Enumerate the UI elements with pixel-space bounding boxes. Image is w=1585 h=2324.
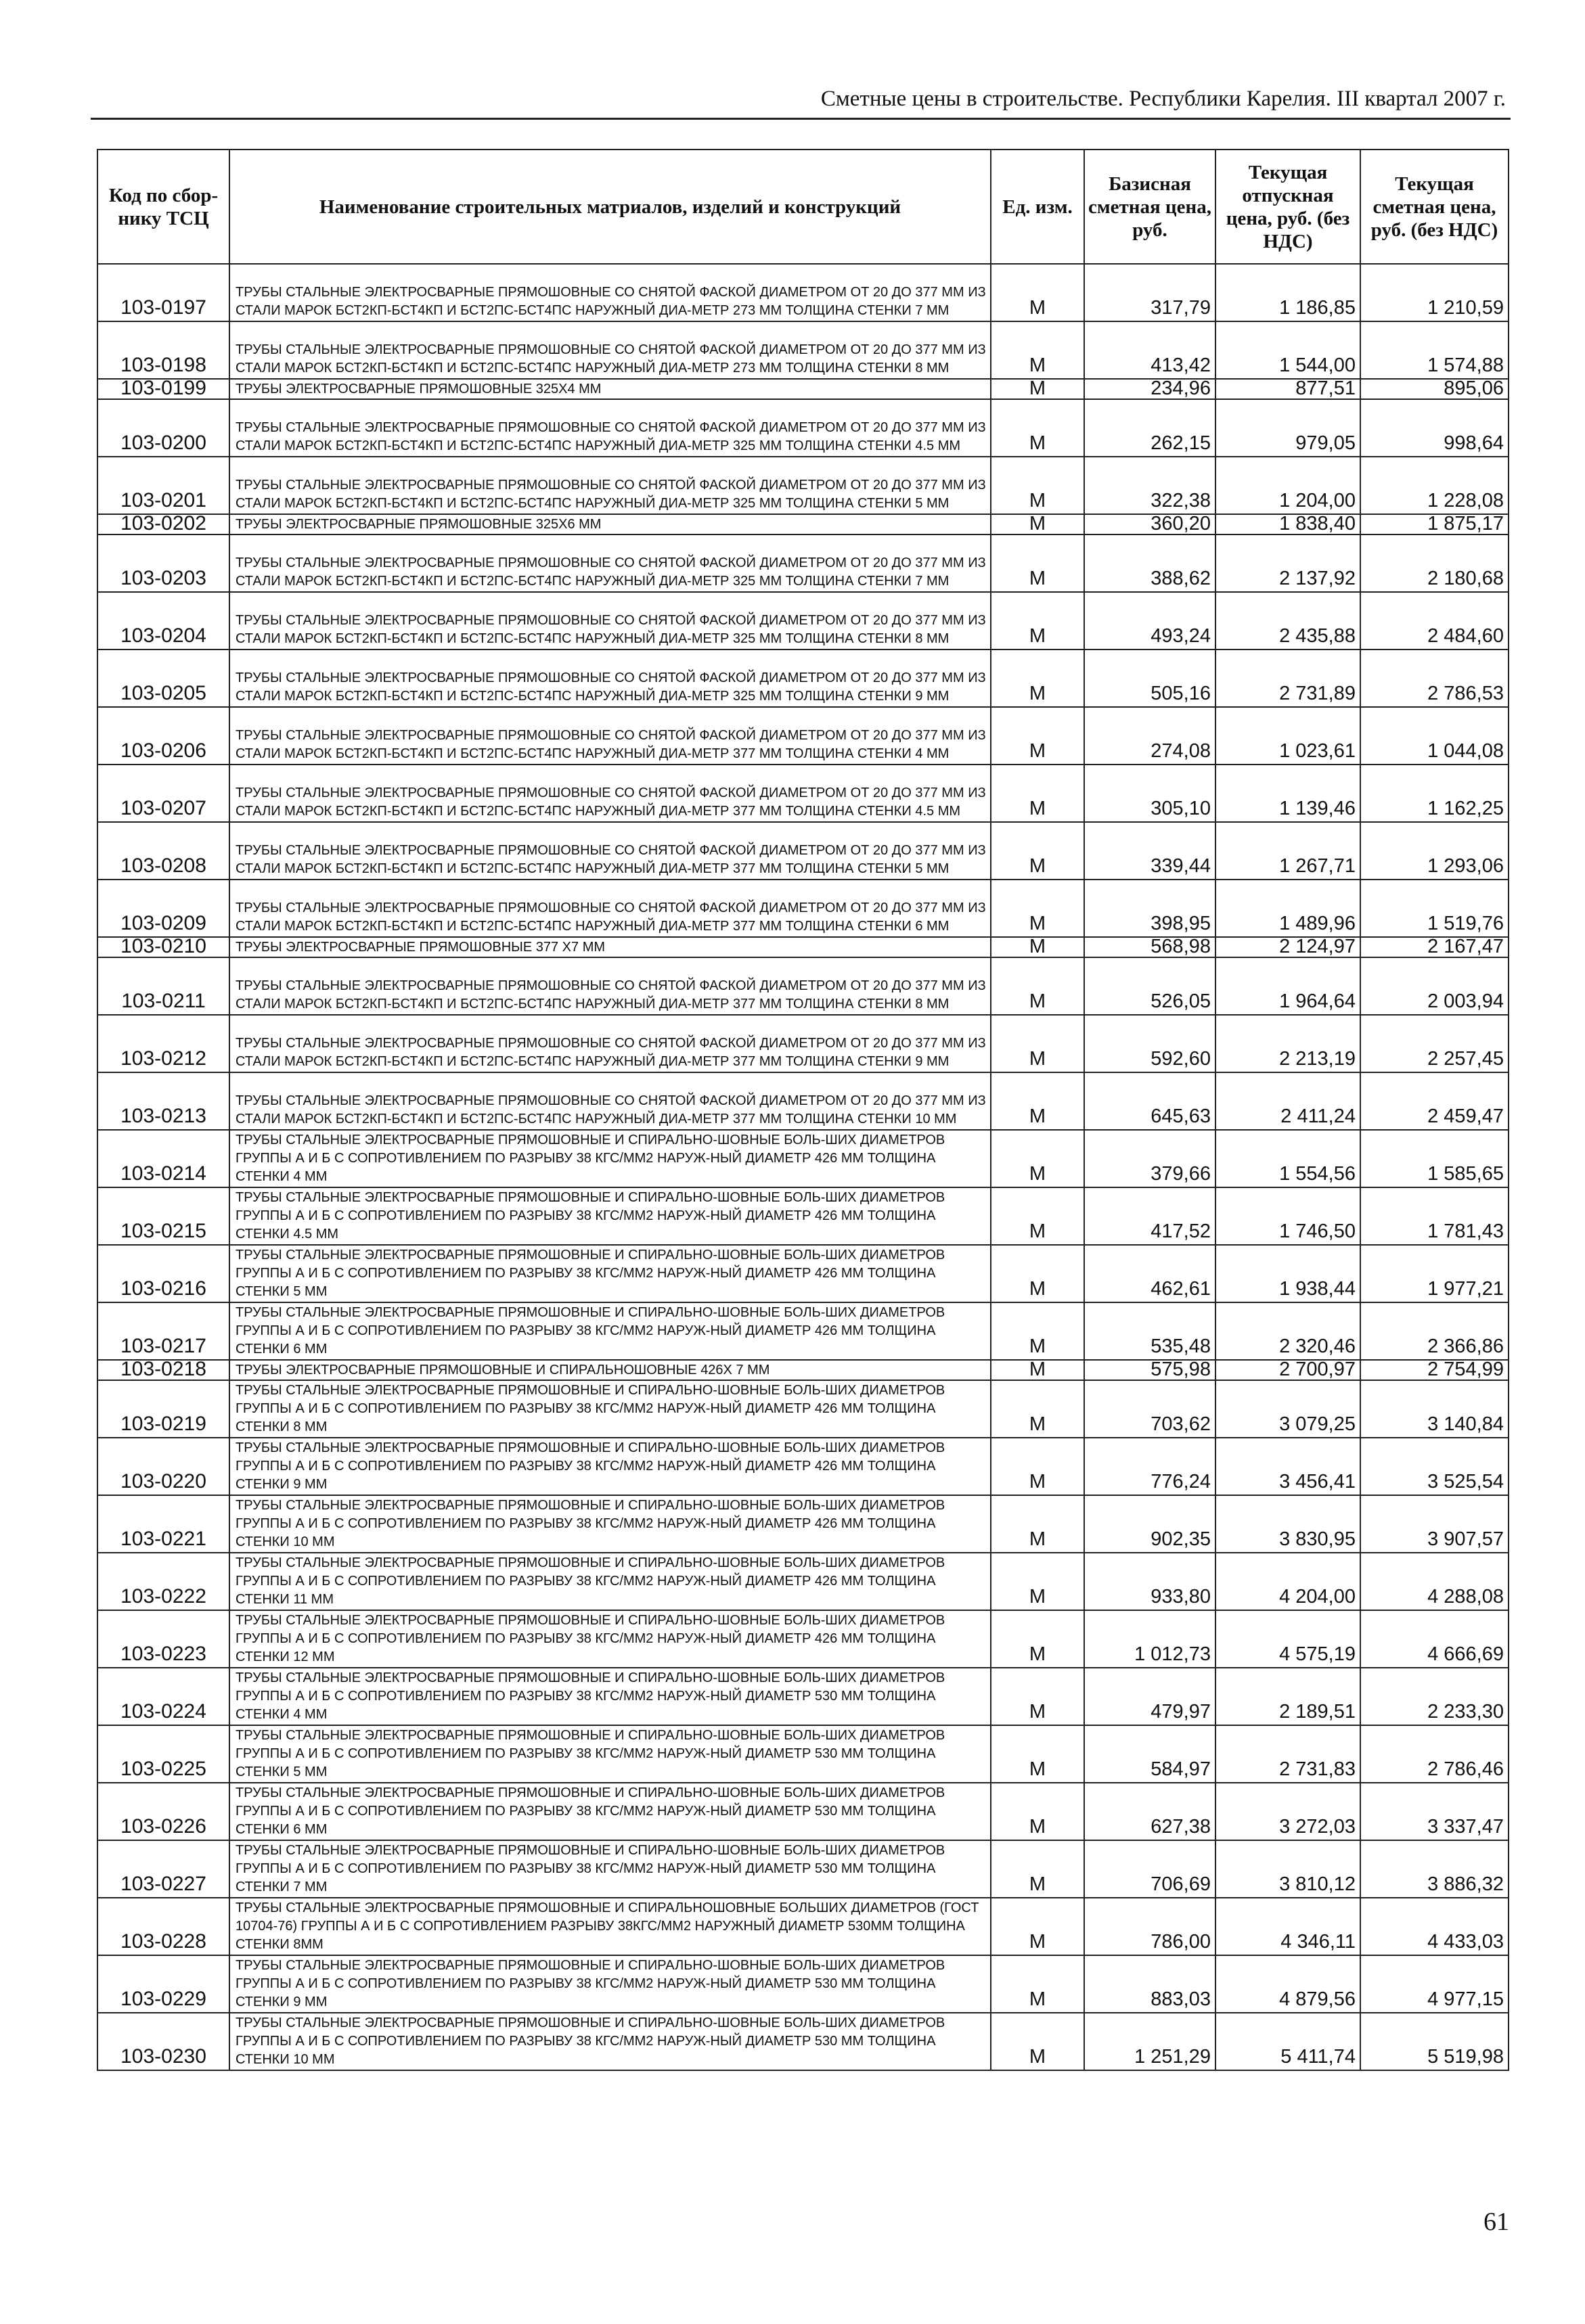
item-code: 103-0228 <box>97 1898 229 1955</box>
release-price: 1 838,40 <box>1215 514 1360 534</box>
item-name: ТРУБЫ СТАЛЬНЫЕ ЭЛЕКТРОСВАРНЫЕ ПРЯМОШОВНЫЕ СО СНЯТОЙ ФАСКОЙ ДИАМЕТРОМ ОТ 20 ДО 377 ММ ИЗ СТАЛИ МАРОК БСТ2КП-БСТ4КП И БСТ2ПС-БСТ4ПС НАРУЖНЫЙ ДИА-МЕТР 325 ММ ТОЛЩИНА СТЕНКИ 8 ММ <box>229 592 991 650</box>
item-unit: М <box>991 1245 1084 1302</box>
table-row <box>97 937 1509 957</box>
base-price: 592,60 <box>1084 1015 1215 1072</box>
estimate-price: 4 977,15 <box>1360 1955 1509 2013</box>
release-price: 2 435,88 <box>1215 592 1360 650</box>
item-code: 103-0229 <box>97 1955 229 2013</box>
estimate-price: 895,06 <box>1360 379 1509 399</box>
item-name: ТРУБЫ СТАЛЬНЫЕ ЭЛЕКТРОСВАРНЫЕ ПРЯМОШОВНЫЕ СО СНЯТОЙ ФАСКОЙ ДИАМЕТРОМ ОТ 20 ДО 377 ММ ИЗ СТАЛИ МАРОК БСТ2КП-БСТ4КП И БСТ2ПС-БСТ4ПС НАРУЖНЫЙ ДИА-МЕТР 377 ММ ТОЛЩИНА СТЕНКИ 5 ММ <box>229 822 991 880</box>
base-price: 360,20 <box>1084 514 1215 534</box>
item-unit: М <box>991 1610 1084 1668</box>
item-name: ТРУБЫ СТАЛЬНЫЕ ЭЛЕКТРОСВАРНЫЕ ПРЯМОШОВНЫЕ И СПИРАЛЬНОШОВНЫЕ БОЛЬШИХ ДИАМЕТРОВ (ГОСТ 10704-76) ГРУППЫ А И Б С СОПРОТИВЛЕНИЕМ РАЗРЫВУ 38КГС/ММ2 НАРУЖНЫЙ ДИАМЕТР 530ММ ТОЛЩИНА СТЕНКИ 8ММ <box>229 1898 991 1955</box>
estimate-price: 1 293,06 <box>1360 822 1509 880</box>
base-price: 398,95 <box>1084 880 1215 937</box>
base-price: 902,35 <box>1084 1495 1215 1553</box>
item-name: ТРУБЫ СТАЛЬНЫЕ ЭЛЕКТРОСВАРНЫЕ ПРЯМОШОВНЫЕ И СПИРАЛЬНО-ШОВНЫЕ БОЛЬ-ШИХ ДИАМЕТРОВ ГРУППЫ А И Б С СОПРОТИВЛЕНИЕМ ПО РАЗРЫВУ 38 КГС/ММ2 НАРУЖ-НЫЙ ДИАМЕТР 530 ММ ТОЛЩИНА СТЕНКИ 4 ММ <box>229 1668 991 1725</box>
item-unit: М <box>991 457 1084 514</box>
estimate-price: 3 886,32 <box>1360 1840 1509 1898</box>
column-header-name: Наименование строительных матриалов, изделий и конструкций <box>229 150 991 264</box>
item-code: 103-0211 <box>97 957 229 1015</box>
item-name: ТРУБЫ ЭЛЕКТРОСВАРНЫЕ ПРЯМОШОВНЫЕ 325Х6 ММ <box>229 514 991 534</box>
table-row <box>97 1302 1509 1360</box>
table-row <box>97 534 1509 592</box>
base-price: 413,42 <box>1084 321 1215 379</box>
table-row <box>97 1360 1509 1380</box>
release-price: 5 411,74 <box>1215 2013 1360 2070</box>
item-name: ТРУБЫ СТАЛЬНЫЕ ЭЛЕКТРОСВАРНЫЕ ПРЯМОШОВНЫЕ И СПИРАЛЬНО-ШОВНЫЕ БОЛЬ-ШИХ ДИАМЕТРОВ ГРУППЫ А И Б С СОПРОТИВЛЕНИЕМ ПО РАЗРЫВУ 38 КГС/ММ2 НАРУЖ-НЫЙ ДИАМЕТР 530 ММ ТОЛЩИНА СТЕНКИ 9 ММ <box>229 1955 991 2013</box>
release-price: 3 272,03 <box>1215 1783 1360 1840</box>
table-row <box>97 650 1509 707</box>
item-unit: М <box>991 534 1084 592</box>
release-price: 4 346,11 <box>1215 1898 1360 1955</box>
item-unit: М <box>991 264 1084 321</box>
release-price: 2 731,83 <box>1215 1725 1360 1783</box>
estimate-price: 4 433,03 <box>1360 1898 1509 1955</box>
item-name: ТРУБЫ СТАЛЬНЫЕ ЭЛЕКТРОСВАРНЫЕ ПРЯМОШОВНЫЕ И СПИРАЛЬНО-ШОВНЫЕ БОЛЬ-ШИХ ДИАМЕТРОВ ГРУППЫ А И Б С СОПРОТИВЛЕНИЕМ ПО РАЗРЫВУ 38 КГС/ММ2 НАРУЖ-НЫЙ ДИАМЕТР 426 ММ ТОЛЩИНА СТЕНКИ 4 ММ <box>229 1130 991 1187</box>
table-row <box>97 1245 1509 1302</box>
table-row <box>97 880 1509 937</box>
item-name: ТРУБЫ СТАЛЬНЫЕ ЭЛЕКТРОСВАРНЫЕ ПРЯМОШОВНЫЕ И СПИРАЛЬНО-ШОВНЫЕ БОЛЬ-ШИХ ДИАМЕТРОВ ГРУППЫ А И Б С СОПРОТИВЛЕНИЕМ ПО РАЗРЫВУ 38 КГС/ММ2 НАРУЖ-НЫЙ ДИАМЕТР 426 ММ ТОЛЩИНА СТЕНКИ 11 ММ <box>229 1553 991 1610</box>
table-row <box>97 1187 1509 1245</box>
item-name: ТРУБЫ СТАЛЬНЫЕ ЭЛЕКТРОСВАРНЫЕ ПРЯМОШОВНЫЕ И СПИРАЛЬНО-ШОВНЫЕ БОЛЬ-ШИХ ДИАМЕТРОВ ГРУППЫ А И Б С СОПРОТИВЛЕНИЕМ ПО РАЗРЫВУ 38 КГС/ММ2 НАРУЖ-НЫЙ ДИАМЕТР 530 ММ ТОЛЩИНА СТЕНКИ 10 ММ <box>229 2013 991 2070</box>
table-row <box>97 1783 1509 1840</box>
item-unit: М <box>991 937 1084 957</box>
item-unit: М <box>991 650 1084 707</box>
release-price: 4 879,56 <box>1215 1955 1360 2013</box>
release-price: 1 746,50 <box>1215 1187 1360 1245</box>
release-price: 1 139,46 <box>1215 765 1360 822</box>
table-row <box>97 457 1509 514</box>
item-name: ТРУБЫ СТАЛЬНЫЕ ЭЛЕКТРОСВАРНЫЕ ПРЯМОШОВНЫЕ СО СНЯТОЙ ФАСКОЙ ДИАМЕТРОМ ОТ 20 ДО 377 ММ ИЗ СТАЛИ МАРОК БСТ2КП-БСТ4КП И БСТ2ПС-БСТ4ПС НАРУЖНЫЙ ДИА-МЕТР 325 ММ ТОЛЩИНА СТЕНКИ 9 ММ <box>229 650 991 707</box>
item-name: ТРУБЫ СТАЛЬНЫЕ ЭЛЕКТРОСВАРНЫЕ ПРЯМОШОВНЫЕ И СПИРАЛЬНО-ШОВНЫЕ БОЛЬ-ШИХ ДИАМЕТРОВ ГРУППЫ А И Б С СОПРОТИВЛЕНИЕМ ПО РАЗРЫВУ 38 КГС/ММ2 НАРУЖ-НЫЙ ДИАМЕТР 426 ММ ТОЛЩИНА СТЕНКИ 12 ММ <box>229 1610 991 1668</box>
base-price: 417,52 <box>1084 1187 1215 1245</box>
base-price: 703,62 <box>1084 1380 1215 1438</box>
item-unit: М <box>991 1668 1084 1725</box>
item-unit: М <box>991 1898 1084 1955</box>
item-code: 103-0230 <box>97 2013 229 2070</box>
item-unit: М <box>991 1438 1084 1495</box>
item-unit: М <box>991 1187 1084 1245</box>
item-name: ТРУБЫ СТАЛЬНЫЕ ЭЛЕКТРОСВАРНЫЕ ПРЯМОШОВНЫЕ И СПИРАЛЬНО-ШОВНЫЕ БОЛЬ-ШИХ ДИАМЕТРОВ ГРУППЫ А И Б С СОПРОТИВЛЕНИЕМ ПО РАЗРЫВУ 38 КГС/ММ2 НАРУЖ-НЫЙ ДИАМЕТР 530 ММ ТОЛЩИНА СТЕНКИ 6 ММ <box>229 1783 991 1840</box>
item-unit: М <box>991 1072 1084 1130</box>
estimate-price: 2 003,94 <box>1360 957 1509 1015</box>
column-header-unit: Ед. изм. <box>991 150 1084 264</box>
item-name: ТРУБЫ СТАЛЬНЫЕ ЭЛЕКТРОСВАРНЫЕ ПРЯМОШОВНЫЕ И СПИРАЛЬНО-ШОВНЫЕ БОЛЬ-ШИХ ДИАМЕТРОВ ГРУППЫ А И Б С СОПРОТИВЛЕНИЕМ ПО РАЗРЫВУ 38 КГС/ММ2 НАРУЖ-НЫЙ ДИАМЕТР 426 ММ ТОЛЩИНА СТЕНКИ 10 ММ <box>229 1495 991 1553</box>
item-unit: М <box>991 399 1084 457</box>
table-row <box>97 592 1509 650</box>
item-unit: М <box>991 880 1084 937</box>
release-price: 877,51 <box>1215 379 1360 399</box>
item-unit: М <box>991 1360 1084 1380</box>
estimate-price: 2 484,60 <box>1360 592 1509 650</box>
item-name: ТРУБЫ СТАЛЬНЫЕ ЭЛЕКТРОСВАРНЫЕ ПРЯМОШОВНЫЕ СО СНЯТОЙ ФАСКОЙ ДИАМЕТРОМ ОТ 20 ДО 377 ММ ИЗ СТАЛИ МАРОК БСТ2КП-БСТ4КП И БСТ2ПС-БСТ4ПС НАРУЖНЫЙ ДИА-МЕТР 325 ММ ТОЛЩИНА СТЕНКИ 4.5 ММ <box>229 399 991 457</box>
estimate-price: 2 257,45 <box>1360 1015 1509 1072</box>
release-price: 3 830,95 <box>1215 1495 1360 1553</box>
base-price: 339,44 <box>1084 822 1215 880</box>
item-name: ТРУБЫ СТАЛЬНЫЕ ЭЛЕКТРОСВАРНЫЕ ПРЯМОШОВНЫЕ СО СНЯТОЙ ФАСКОЙ ДИАМЕТРОМ ОТ 20 ДО 377 ММ ИЗ СТАЛИ МАРОК БСТ2КП-БСТ4КП И БСТ2ПС-БСТ4ПС НАРУЖНЫЙ ДИА-МЕТР 377 ММ ТОЛЩИНА СТЕНКИ 4 ММ <box>229 707 991 765</box>
item-unit: М <box>991 1553 1084 1610</box>
item-unit: М <box>991 822 1084 880</box>
estimate-price: 3 525,54 <box>1360 1438 1509 1495</box>
table-row <box>97 957 1509 1015</box>
release-price: 2 213,19 <box>1215 1015 1360 1072</box>
base-price: 786,00 <box>1084 1898 1215 1955</box>
item-unit: М <box>991 1495 1084 1553</box>
estimate-price: 1 977,21 <box>1360 1245 1509 1302</box>
column-header-code: Код по сбор-нику ТСЦ <box>97 150 229 264</box>
estimate-price: 2 233,30 <box>1360 1668 1509 1725</box>
estimate-price: 3 337,47 <box>1360 1783 1509 1840</box>
item-code: 103-0218 <box>97 1360 229 1380</box>
estimate-price: 2 366,86 <box>1360 1302 1509 1360</box>
estimate-price: 4 288,08 <box>1360 1553 1509 1610</box>
base-price: 776,24 <box>1084 1438 1215 1495</box>
estimate-price: 998,64 <box>1360 399 1509 457</box>
item-code: 103-0217 <box>97 1302 229 1360</box>
item-code: 103-0197 <box>97 264 229 321</box>
release-price: 1 964,64 <box>1215 957 1360 1015</box>
release-price: 1 938,44 <box>1215 1245 1360 1302</box>
item-name: ТРУБЫ СТАЛЬНЫЕ ЭЛЕКТРОСВАРНЫЕ ПРЯМОШОВНЫЕ СО СНЯТОЙ ФАСКОЙ ДИАМЕТРОМ ОТ 20 ДО 377 ММ ИЗ СТАЛИ МАРОК БСТ2КП-БСТ4КП И БСТ2ПС-БСТ4ПС НАРУЖНЫЙ ДИА-МЕТР 377 ММ ТОЛЩИНА СТЕНКИ 4.5 ММ <box>229 765 991 822</box>
estimate-price: 1 574,88 <box>1360 321 1509 379</box>
estimate-price: 2 180,68 <box>1360 534 1509 592</box>
estimate-price: 1 585,65 <box>1360 1130 1509 1187</box>
release-price: 2 137,92 <box>1215 534 1360 592</box>
item-name: ТРУБЫ ЭЛЕКТРОСВАРНЫЕ ПРЯМОШОВНЫЕ 325Х4 ММ <box>229 379 991 399</box>
item-code: 103-0203 <box>97 534 229 592</box>
item-unit: М <box>991 1302 1084 1360</box>
item-name: ТРУБЫ СТАЛЬНЫЕ ЭЛЕКТРОСВАРНЫЕ ПРЯМОШОВНЫЕ И СПИРАЛЬНО-ШОВНЫЕ БОЛЬ-ШИХ ДИАМЕТРОВ ГРУППЫ А И Б С СОПРОТИВЛЕНИЕМ ПО РАЗРЫВУ 38 КГС/ММ2 НАРУЖ-НЫЙ ДИАМЕТР 530 ММ ТОЛЩИНА СТЕНКИ 7 ММ <box>229 1840 991 1898</box>
item-unit: М <box>991 957 1084 1015</box>
estimate-price: 5 519,98 <box>1360 2013 1509 2070</box>
base-price: 1 251,29 <box>1084 2013 1215 2070</box>
release-price: 1 544,00 <box>1215 321 1360 379</box>
item-name: ТРУБЫ СТАЛЬНЫЕ ЭЛЕКТРОСВАРНЫЕ ПРЯМОШОВНЫЕ И СПИРАЛЬНО-ШОВНЫЕ БОЛЬ-ШИХ ДИАМЕТРОВ ГРУППЫ А И Б С СОПРОТИВЛЕНИЕМ ПО РАЗРЫВУ 38 КГС/ММ2 НАРУЖ-НЫЙ ДИАМЕТР 426 ММ ТОЛЩИНА СТЕНКИ 9 ММ <box>229 1438 991 1495</box>
release-price: 1 554,56 <box>1215 1130 1360 1187</box>
item-name: ТРУБЫ СТАЛЬНЫЕ ЭЛЕКТРОСВАРНЫЕ ПРЯМОШОВНЫЕ И СПИРАЛЬНО-ШОВНЫЕ БОЛЬ-ШИХ ДИАМЕТРОВ ГРУППЫ А И Б С СОПРОТИВЛЕНИЕМ ПО РАЗРЫВУ 38 КГС/ММ2 НАРУЖ-НЫЙ ДИАМЕТР 426 ММ ТОЛЩИНА СТЕНКИ 8 ММ <box>229 1380 991 1438</box>
estimate-price: 4 666,69 <box>1360 1610 1509 1668</box>
table-header-row <box>97 150 1509 264</box>
item-name: ТРУБЫ СТАЛЬНЫЕ ЭЛЕКТРОСВАРНЫЕ ПРЯМОШОВНЫЕ СО СНЯТОЙ ФАСКОЙ ДИАМЕТРОМ ОТ 20 ДО 377 ММ ИЗ СТАЛИ МАРОК БСТ2КП-БСТ4КП И БСТ2ПС-БСТ4ПС НАРУЖНЫЙ ДИА-МЕТР 377 ММ ТОЛЩИНА СТЕНКИ 8 ММ <box>229 957 991 1015</box>
table-row <box>97 1898 1509 1955</box>
base-price: 322,38 <box>1084 457 1215 514</box>
item-code: 103-0227 <box>97 1840 229 1898</box>
item-code: 103-0226 <box>97 1783 229 1840</box>
base-price: 493,24 <box>1084 592 1215 650</box>
item-name: ТРУБЫ СТАЛЬНЫЕ ЭЛЕКТРОСВАРНЫЕ ПРЯМОШОВНЫЕ СО СНЯТОЙ ФАСКОЙ ДИАМЕТРОМ ОТ 20 ДО 377 ММ ИЗ СТАЛИ МАРОК БСТ2КП-БСТ4КП И БСТ2ПС-БСТ4ПС НАРУЖНЫЙ ДИА-МЕТР 377 ММ ТОЛЩИНА СТЕНКИ 6 ММ <box>229 880 991 937</box>
item-name: ТРУБЫ ЭЛЕКТРОСВАРНЫЕ ПРЯМОШОВНЫЕ И СПИРАЛЬНОШОВНЫЕ 426Х 7 ММ <box>229 1360 991 1380</box>
base-price: 262,15 <box>1084 399 1215 457</box>
table-row <box>97 1495 1509 1553</box>
item-code: 103-0213 <box>97 1072 229 1130</box>
item-name: ТРУБЫ СТАЛЬНЫЕ ЭЛЕКТРОСВАРНЫЕ ПРЯМОШОВНЫЕ СО СНЯТОЙ ФАСКОЙ ДИАМЕТРОМ ОТ 20 ДО 377 ММ ИЗ СТАЛИ МАРОК БСТ2КП-БСТ4КП И БСТ2ПС-БСТ4ПС НАРУЖНЫЙ ДИА-МЕТР 377 ММ ТОЛЩИНА СТЕНКИ 9 ММ <box>229 1015 991 1072</box>
base-price: 933,80 <box>1084 1553 1215 1610</box>
estimate-price: 1 044,08 <box>1360 707 1509 765</box>
table-row <box>97 1955 1509 2013</box>
base-price: 274,08 <box>1084 707 1215 765</box>
item-unit: М <box>991 592 1084 650</box>
item-unit: М <box>991 379 1084 399</box>
release-price: 979,05 <box>1215 399 1360 457</box>
release-price: 3 456,41 <box>1215 1438 1360 1495</box>
release-price: 2 700,97 <box>1215 1360 1360 1380</box>
release-price: 2 189,51 <box>1215 1668 1360 1725</box>
table-row <box>97 1015 1509 1072</box>
running-header: Сметные цены в строительстве. Республики Карелия. III квартал 2007 г. <box>820 87 1506 111</box>
item-code: 103-0200 <box>97 399 229 457</box>
item-name: ТРУБЫ ЭЛЕКТРОСВАРНЫЕ ПРЯМОШОВНЫЕ 377 Х7 ММ <box>229 937 991 957</box>
table-row <box>97 399 1509 457</box>
item-name: ТРУБЫ СТАЛЬНЫЕ ЭЛЕКТРОСВАРНЫЕ ПРЯМОШОВНЫЕ СО СНЯТОЙ ФАСКОЙ ДИАМЕТРОМ ОТ 20 ДО 377 ММ ИЗ СТАЛИ МАРОК БСТ2КП-БСТ4КП И БСТ2ПС-БСТ4ПС НАРУЖНЫЙ ДИА-МЕТР 273 ММ ТОЛЩИНА СТЕНКИ 7 ММ <box>229 264 991 321</box>
item-code: 103-0207 <box>97 765 229 822</box>
table-row <box>97 1380 1509 1438</box>
table-row <box>97 514 1509 534</box>
item-code: 103-0214 <box>97 1130 229 1187</box>
release-price: 3 810,12 <box>1215 1840 1360 1898</box>
item-name: ТРУБЫ СТАЛЬНЫЕ ЭЛЕКТРОСВАРНЫЕ ПРЯМОШОВНЫЕ И СПИРАЛЬНО-ШОВНЫЕ БОЛЬ-ШИХ ДИАМЕТРОВ ГРУППЫ А И Б С СОПРОТИВЛЕНИЕМ ПО РАЗРЫВУ 38 КГС/ММ2 НАРУЖ-НЫЙ ДИАМЕТР 426 ММ ТОЛЩИНА СТЕНКИ 4.5 ММ <box>229 1187 991 1245</box>
item-unit: М <box>991 765 1084 822</box>
item-code: 103-0223 <box>97 1610 229 1668</box>
item-code: 103-0221 <box>97 1495 229 1553</box>
column-header-base-price: Базисная сметная цена, руб. <box>1084 150 1215 264</box>
estimate-price: 3 907,57 <box>1360 1495 1509 1553</box>
item-code: 103-0224 <box>97 1668 229 1725</box>
base-price: 645,63 <box>1084 1072 1215 1130</box>
item-code: 103-0216 <box>97 1245 229 1302</box>
item-code: 103-0210 <box>97 937 229 957</box>
release-price: 2 320,46 <box>1215 1302 1360 1360</box>
item-code: 103-0205 <box>97 650 229 707</box>
base-price: 388,62 <box>1084 534 1215 592</box>
base-price: 568,98 <box>1084 937 1215 957</box>
base-price: 526,05 <box>1084 957 1215 1015</box>
item-name: ТРУБЫ СТАЛЬНЫЕ ЭЛЕКТРОСВАРНЫЕ ПРЯМОШОВНЫЕ И СПИРАЛЬНО-ШОВНЫЕ БОЛЬ-ШИХ ДИАМЕТРОВ ГРУППЫ А И Б С СОПРОТИВЛЕНИЕМ ПО РАЗРЫВУ 38 КГС/ММ2 НАРУЖ-НЫЙ ДИАМЕТР 426 ММ ТОЛЩИНА СТЕНКИ 5 ММ <box>229 1245 991 1302</box>
base-price: 627,38 <box>1084 1783 1215 1840</box>
base-price: 706,69 <box>1084 1840 1215 1898</box>
release-price: 1 204,00 <box>1215 457 1360 514</box>
page-number: 61 <box>1483 2208 1509 2236</box>
item-code: 103-0209 <box>97 880 229 937</box>
item-name: ТРУБЫ СТАЛЬНЫЕ ЭЛЕКТРОСВАРНЫЕ ПРЯМОШОВНЫЕ СО СНЯТОЙ ФАСКОЙ ДИАМЕТРОМ ОТ 20 ДО 377 ММ ИЗ СТАЛИ МАРОК БСТ2КП-БСТ4КП И БСТ2ПС-БСТ4ПС НАРУЖНЫЙ ДИА-МЕТР 377 ММ ТОЛЩИНА СТЕНКИ 10 ММ <box>229 1072 991 1130</box>
item-code: 103-0208 <box>97 822 229 880</box>
estimate-price: 2 786,53 <box>1360 650 1509 707</box>
estimate-price: 1 875,17 <box>1360 514 1509 534</box>
table-row <box>97 1553 1509 1610</box>
table-row <box>97 264 1509 321</box>
price-table-body <box>97 264 1509 2070</box>
base-price: 575,98 <box>1084 1360 1215 1380</box>
table-row <box>97 1438 1509 1495</box>
column-header-estimate-price: Текущая сметная цена, руб. (без НДС) <box>1360 150 1509 264</box>
table-row <box>97 765 1509 822</box>
price-table <box>97 149 1509 2071</box>
item-code: 103-0201 <box>97 457 229 514</box>
item-code: 103-0212 <box>97 1015 229 1072</box>
base-price: 462,61 <box>1084 1245 1215 1302</box>
item-unit: М <box>991 1783 1084 1840</box>
table-row <box>97 1725 1509 1783</box>
table-row <box>97 1610 1509 1668</box>
estimate-price: 2 459,47 <box>1360 1072 1509 1130</box>
item-code: 103-0198 <box>97 321 229 379</box>
table-row <box>97 1072 1509 1130</box>
column-header-release-price: Текущая отпускная цена, руб. (без НДС) <box>1215 150 1360 264</box>
base-price: 234,96 <box>1084 379 1215 399</box>
item-code: 103-0225 <box>97 1725 229 1783</box>
table-row <box>97 379 1509 399</box>
item-code: 103-0219 <box>97 1380 229 1438</box>
base-price: 305,10 <box>1084 765 1215 822</box>
estimate-price: 1 519,76 <box>1360 880 1509 937</box>
release-price: 2 411,24 <box>1215 1072 1360 1130</box>
release-price: 3 079,25 <box>1215 1380 1360 1438</box>
estimate-price: 1 781,43 <box>1360 1187 1509 1245</box>
release-price: 1 267,71 <box>1215 822 1360 880</box>
release-price: 2 731,89 <box>1215 650 1360 707</box>
table-row <box>97 707 1509 765</box>
item-unit: М <box>991 321 1084 379</box>
item-code: 103-0220 <box>97 1438 229 1495</box>
release-price: 1 186,85 <box>1215 264 1360 321</box>
release-price: 1 489,96 <box>1215 880 1360 937</box>
item-name: ТРУБЫ СТАЛЬНЫЕ ЭЛЕКТРОСВАРНЫЕ ПРЯМОШОВНЫЕ И СПИРАЛЬНО-ШОВНЫЕ БОЛЬ-ШИХ ДИАМЕТРОВ ГРУППЫ А И Б С СОПРОТИВЛЕНИЕМ ПО РАЗРЫВУ 38 КГС/ММ2 НАРУЖ-НЫЙ ДИАМЕТР 426 ММ ТОЛЩИНА СТЕНКИ 6 ММ <box>229 1302 991 1360</box>
table-row <box>97 2013 1509 2070</box>
table-row <box>97 1668 1509 1725</box>
base-price: 1 012,73 <box>1084 1610 1215 1668</box>
item-unit: М <box>991 1725 1084 1783</box>
item-unit: М <box>991 2013 1084 2070</box>
item-code: 103-0199 <box>97 379 229 399</box>
release-price: 1 023,61 <box>1215 707 1360 765</box>
estimate-price: 1 162,25 <box>1360 765 1509 822</box>
base-price: 584,97 <box>1084 1725 1215 1783</box>
item-name: ТРУБЫ СТАЛЬНЫЕ ЭЛЕКТРОСВАРНЫЕ ПРЯМОШОВНЫЕ СО СНЯТОЙ ФАСКОЙ ДИАМЕТРОМ ОТ 20 ДО 377 ММ ИЗ СТАЛИ МАРОК БСТ2КП-БСТ4КП И БСТ2ПС-БСТ4ПС НАРУЖНЫЙ ДИА-МЕТР 325 ММ ТОЛЩИНА СТЕНКИ 7 ММ <box>229 534 991 592</box>
estimate-price: 2 754,99 <box>1360 1360 1509 1380</box>
release-price: 4 204,00 <box>1215 1553 1360 1610</box>
table-row <box>97 1130 1509 1187</box>
item-code: 103-0206 <box>97 707 229 765</box>
release-price: 2 124,97 <box>1215 937 1360 957</box>
base-price: 883,03 <box>1084 1955 1215 2013</box>
release-price: 4 575,19 <box>1215 1610 1360 1668</box>
item-name: ТРУБЫ СТАЛЬНЫЕ ЭЛЕКТРОСВАРНЫЕ ПРЯМОШОВНЫЕ И СПИРАЛЬНО-ШОВНЫЕ БОЛЬ-ШИХ ДИАМЕТРОВ ГРУППЫ А И Б С СОПРОТИВЛЕНИЕМ ПО РАЗРЫВУ 38 КГС/ММ2 НАРУЖ-НЫЙ ДИАМЕТР 530 ММ ТОЛЩИНА СТЕНКИ 5 ММ <box>229 1725 991 1783</box>
item-code: 103-0204 <box>97 592 229 650</box>
item-name: ТРУБЫ СТАЛЬНЫЕ ЭЛЕКТРОСВАРНЫЕ ПРЯМОШОВНЫЕ СО СНЯТОЙ ФАСКОЙ ДИАМЕТРОМ ОТ 20 ДО 377 ММ ИЗ СТАЛИ МАРОК БСТ2КП-БСТ4КП И БСТ2ПС-БСТ4ПС НАРУЖНЫЙ ДИА-МЕТР 325 ММ ТОЛЩИНА СТЕНКИ 5 ММ <box>229 457 991 514</box>
base-price: 317,79 <box>1084 264 1215 321</box>
table-row <box>97 1840 1509 1898</box>
item-unit: М <box>991 1955 1084 2013</box>
base-price: 479,97 <box>1084 1668 1215 1725</box>
item-code: 103-0202 <box>97 514 229 534</box>
base-price: 535,48 <box>1084 1302 1215 1360</box>
estimate-price: 1 210,59 <box>1360 264 1509 321</box>
table-row <box>97 822 1509 880</box>
item-unit: М <box>991 514 1084 534</box>
item-unit: М <box>991 707 1084 765</box>
table-row <box>97 321 1509 379</box>
estimate-price: 1 228,08 <box>1360 457 1509 514</box>
item-unit: М <box>991 1130 1084 1187</box>
item-unit: М <box>991 1840 1084 1898</box>
item-code: 103-0215 <box>97 1187 229 1245</box>
item-unit: М <box>991 1015 1084 1072</box>
estimate-price: 3 140,84 <box>1360 1380 1509 1438</box>
item-code: 103-0222 <box>97 1553 229 1610</box>
item-unit: М <box>991 1380 1084 1438</box>
header-divider <box>91 118 1511 120</box>
estimate-price: 2 786,46 <box>1360 1725 1509 1783</box>
base-price: 379,66 <box>1084 1130 1215 1187</box>
estimate-price: 2 167,47 <box>1360 937 1509 957</box>
base-price: 505,16 <box>1084 650 1215 707</box>
item-name: ТРУБЫ СТАЛЬНЫЕ ЭЛЕКТРОСВАРНЫЕ ПРЯМОШОВНЫЕ СО СНЯТОЙ ФАСКОЙ ДИАМЕТРОМ ОТ 20 ДО 377 ММ ИЗ СТАЛИ МАРОК БСТ2КП-БСТ4КП И БСТ2ПС-БСТ4ПС НАРУЖНЫЙ ДИА-МЕТР 273 ММ ТОЛЩИНА СТЕНКИ 8 ММ <box>229 321 991 379</box>
